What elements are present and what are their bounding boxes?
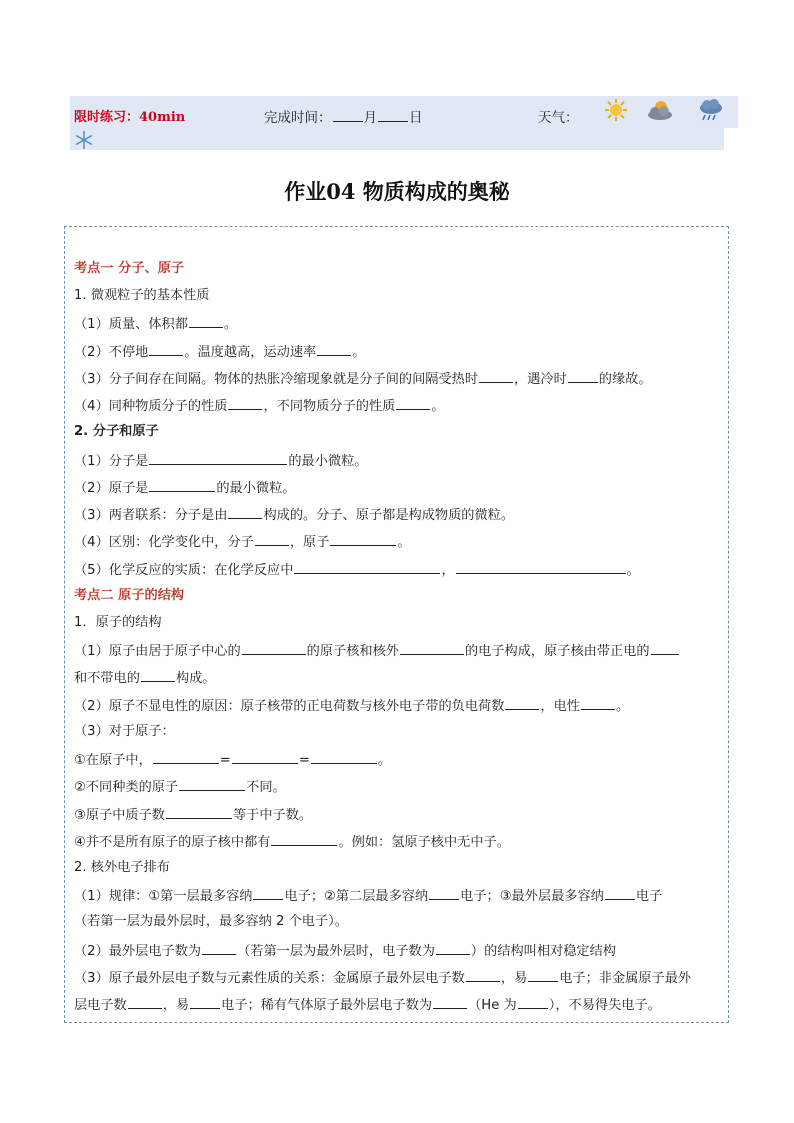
blank[interactable] <box>153 751 219 764</box>
item-line: （1）规律：①第一层最多容纳 电子；②第二层最多容纳 电子；③最外层最多容纳 电子 <box>74 889 663 904</box>
blank[interactable] <box>166 806 232 819</box>
item-line: 和不带电的 构成。 <box>74 671 216 686</box>
blank[interactable] <box>311 751 377 764</box>
item-line: （1）原子由居于原子中心的 的原子核和核外 的电子构成，原子核由带正电的 <box>74 642 680 660</box>
blank[interactable] <box>294 561 440 574</box>
item-line: （3）分子间存在间隔。物体的热胀冷缩现象就是分子间的间隔受热时 ，遇冷时 的缘故。 <box>74 372 652 387</box>
blank[interactable] <box>479 370 513 383</box>
blank[interactable] <box>242 642 306 655</box>
blank[interactable] <box>141 669 175 682</box>
blank[interactable] <box>466 969 500 982</box>
blank[interactable] <box>228 506 262 519</box>
blank[interactable] <box>228 397 262 410</box>
item-line: （3）对于原子： <box>74 724 175 739</box>
item-line: （4）同种物质分子的性质 ，不同物质分子的性质 。 <box>74 399 445 414</box>
blank[interactable] <box>605 887 635 900</box>
blank[interactable] <box>429 887 459 900</box>
blank[interactable] <box>436 942 470 955</box>
blank[interactable] <box>149 452 287 465</box>
item-line: （1）质量、体积都 。 <box>74 317 238 332</box>
item-line: （4）区别：化学变化中，分子 ，原子 。 <box>74 535 411 550</box>
blank[interactable] <box>149 479 215 492</box>
month-label: 月 <box>363 110 377 126</box>
item-line: ③原子中质子数 等于中子数。 <box>74 808 313 823</box>
blank[interactable] <box>333 109 363 122</box>
blank[interactable] <box>190 996 220 1009</box>
item-line: 层电子数 ，易 电子；稀有气体原子最外层电子数为 （He 为 ），不易得失电子。 <box>74 998 661 1013</box>
partly-cloudy-icon[interactable] <box>645 98 677 122</box>
day-label: 日 <box>409 110 423 126</box>
subheading: 1．原子的结构 <box>74 615 162 630</box>
completion-label: 完成时间： <box>264 110 332 126</box>
timer-label: 限时练习：40min <box>74 110 186 125</box>
blank[interactable] <box>528 969 558 982</box>
blank[interactable] <box>568 370 598 383</box>
item-line: （2）不停地 。温度越高，运动速率 。 <box>74 345 366 360</box>
blank[interactable] <box>179 778 245 791</box>
item-line: ①在原子中， = = 。 <box>74 753 392 768</box>
blank[interactable] <box>330 533 396 546</box>
blank[interactable] <box>433 996 467 1009</box>
sun-icon[interactable] <box>604 98 628 122</box>
subheading: 1. 微观粒子的基本性质 <box>74 288 210 303</box>
item-line: （3）两者联系：分子是由 构成的。分子、原子都是构成物质的微粒。 <box>74 508 515 523</box>
subheading: 2. 分子和原子 <box>74 424 159 439</box>
item-line: （2）最外层电子数为 （若第一层为最外层时，电子数为 ）的结构叫相对稳定结构 <box>74 944 616 959</box>
item-line: （2）原子不显电性的原因：原子核带的正电荷数与核外电子带的负电荷数 ，电性 。 <box>74 699 630 714</box>
blank[interactable] <box>189 315 223 328</box>
blank[interactable] <box>505 697 539 710</box>
item-line: ②不同种类的原子 不同。 <box>74 780 286 795</box>
blank[interactable] <box>581 697 615 710</box>
subheading: 2. 核外电子排布 <box>74 860 170 875</box>
item-line: ④并不是所有原子的原子核中都有 。例如：氢原子核中无中子。 <box>74 835 510 850</box>
blank[interactable] <box>378 109 408 122</box>
section-heading: 考点二 原子的结构 <box>74 588 185 603</box>
blank[interactable] <box>255 533 289 546</box>
item-line: （1）分子是 的最小微粒。 <box>74 454 368 469</box>
blank[interactable] <box>456 561 626 574</box>
blank[interactable] <box>651 642 679 655</box>
blank[interactable] <box>400 642 464 655</box>
page-title: 作业04 物质构成的奥秘 <box>284 179 510 204</box>
section-heading: 考点一 分子、原子 <box>74 261 185 276</box>
blank[interactable] <box>317 343 351 356</box>
blank[interactable] <box>128 996 162 1009</box>
weather-label: 天气： <box>538 110 579 126</box>
blank[interactable] <box>518 996 548 1009</box>
item-line: （5）化学反应的实质：在化学反应中 ， 。 <box>74 563 640 578</box>
header-banner-lower <box>70 128 724 150</box>
item-line: （2）原子是 的最小微粒。 <box>74 481 296 496</box>
item-line: （若第一层为最外层时，最多容纳 2 个电子）。 <box>74 914 348 929</box>
blank[interactable] <box>149 343 183 356</box>
item-line: （3）原子最外层电子数与元素性质的关系：金属原子最外层电子数 ，易 电子；非金属原子最外 <box>74 971 692 986</box>
blank[interactable] <box>253 887 283 900</box>
blank[interactable] <box>202 942 236 955</box>
rain-icon[interactable] <box>698 98 724 124</box>
blank[interactable] <box>396 397 430 410</box>
completion-time <box>264 106 423 126</box>
snowflake-icon[interactable] <box>74 130 94 150</box>
blank[interactable] <box>232 751 298 764</box>
blank[interactable] <box>271 833 337 846</box>
